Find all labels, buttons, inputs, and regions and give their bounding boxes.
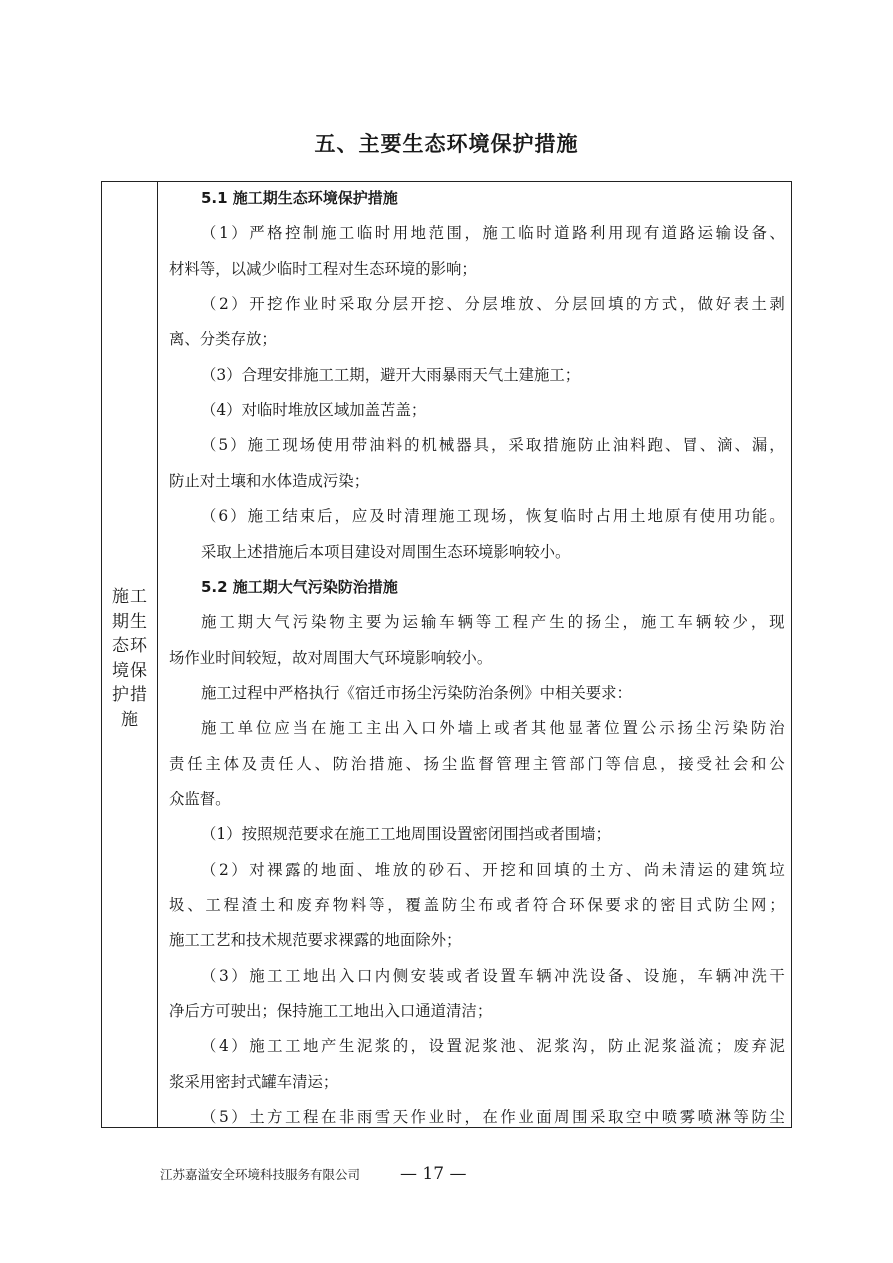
paragraph-line: （ 5 ） 施 工 现 场 使 用 带 油 料 的 机 械 器 具 ， 采 取 措 施 防 止 油 料 跑 、 冒 、 滴 、 漏 ，	[201, 436, 785, 455]
paragraph-line: 圾 、 工 程 渣 土 和 废 弃 物 料 等 ， 覆 盖 防 尘 布 或 者 符 合 环 保 要 求 的 密 目 式 防 尘 网 ；	[169, 896, 785, 914]
measures-cell	[159, 182, 791, 1127]
paragraph-line: （ 2 ） 对 裸 露 的 地 面 、 堆 放 的 砂 石 、 开 挖 和 回 填 的 土 方 、 尚 未 清 运 的 建 筑 垃	[201, 860, 785, 879]
paragraph-line: 施 工 单 位 应 当 在 施 工 主 出 入 口 外 墙 上 或 者 其 他 显 著 位 置 公 示 扬 尘 污 染 防 治	[201, 719, 785, 738]
page-title: 五、主要生态环境保护措施	[314, 132, 579, 156]
paragraph-line: 采取上述措施后本项目建设对周围生态环境影响较小。	[201, 542, 571, 561]
content-table	[101, 181, 792, 1128]
paragraph-line: （4）对临时堆放区域加盖苫盖；	[201, 401, 427, 420]
section-heading: 5.1 施工期生态环境保护措施	[201, 189, 398, 207]
paragraph-line: 场作业时间较短，故对周围大气环境影响较小。	[169, 648, 493, 667]
paragraph-line: 材料等，以减少临时工程对生态环境的影响；	[169, 259, 477, 278]
category-label-line: 境保	[112, 660, 148, 681]
category-label-line: 期生	[112, 611, 148, 632]
category-label-line: 施	[121, 709, 139, 730]
paragraph-line: （ 5 ） 土 方 工 程 在 非 雨 雪 天 作 业 时 ， 在 作 业 面 周 围 采 取 空 中 喷 雾 喷 淋 等 防 尘	[201, 1108, 785, 1127]
paragraph-line: 众监督。	[169, 789, 231, 808]
paragraph-line: 施工工艺和技术规范要求裸露的地面除外；	[169, 931, 462, 950]
footer-company: 江苏嘉溢安全环境科技服务有限公司	[160, 1167, 361, 1182]
category-label-line: 施工	[112, 587, 148, 607]
paragraph-line: 防止对土壤和水体造成污染；	[169, 471, 370, 490]
paragraph-line: 浆采用密封式罐车清运；	[169, 1072, 339, 1091]
category-cell	[102, 182, 158, 1127]
page-number: — 17 —	[400, 1164, 467, 1184]
paragraph-line: 离、分类存放；	[169, 330, 277, 349]
section-heading: 5.2 施工期大气污染防治措施	[201, 577, 398, 596]
paragraph-line: （3）合理安排施工工期，避开大雨暴雨天气土建施工；	[201, 365, 581, 384]
category-label-line: 护措	[112, 685, 148, 705]
paragraph-line: （ 3 ） 施 工 工 地 出 入 口 内 侧 安 装 或 者 设 置 车 辆 冲 洗 设 备 、 设 施 ， 车 辆 冲 洗 干	[201, 966, 785, 985]
paragraph-line: （ 4 ） 施 工 工 地 产 生 泥 浆 的 ， 设 置 泥 浆 池 、 泥 浆 沟 ， 防 止 泥 浆 溢 流 ； 废 弃 泥	[201, 1037, 785, 1056]
category-label	[110, 585, 150, 732]
paragraph-line: 施工过程中严格执行《宿迁市扬尘污染防治条例》中相关要求：	[201, 683, 632, 702]
paragraph-line: （ 6 ） 施 工 结 束 后 ， 应 及 时 清 理 施 工 现 场 ， 恢 复 临 时 占 用 土 地 原 有 使 用 功 能 。	[201, 507, 785, 526]
paragraph-line: （1）按照规范要求在施工工地周围设置密闭围挡或者围墙；	[201, 825, 611, 844]
paragraph-line: 施 工 期 大 气 污 染 物 主 要 为 运 输 车 辆 等 工 程 产 生 的 扬 尘 ， 施 工 车 辆 较 少 ， 现	[201, 613, 785, 632]
paragraph-line: （ 2 ） 开 挖 作 业 时 采 取 分 层 开 挖 、 分 层 堆 放 、 分 层 回 填 的 方 式 ， 做 好 表 土 剥	[201, 295, 785, 314]
paragraph-line: 责 任 主 体 及 责 任 人 、 防 治 措 施 、 扬 尘 监 督 管 理 主 管 部 门 等 信 息 ， 接 受 社 会 和 公	[169, 754, 785, 773]
paragraph-line: 净后方可驶出；保持施工工地出入口通道清洁；	[169, 1002, 493, 1021]
category-label-line: 态环	[112, 636, 148, 656]
paragraph-line: （ 1 ） 严 格 控 制 施 工 临 时 用 地 范 围 ， 施 工 临 时 道 路 利 用 现 有 道 路 运 输 设 备 、	[201, 224, 785, 243]
